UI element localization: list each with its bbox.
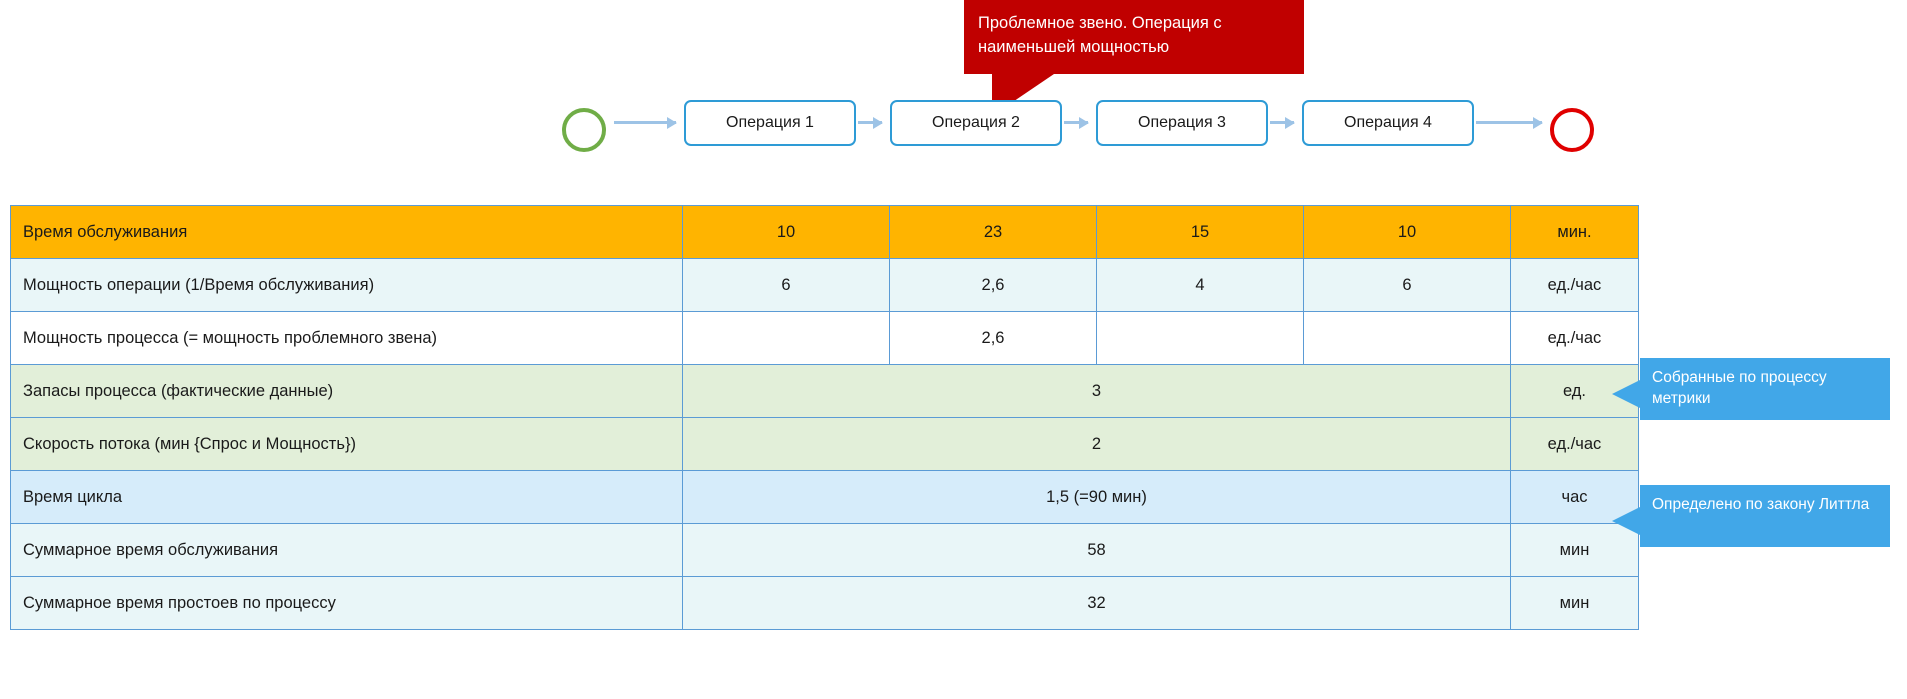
row-value <box>683 312 890 365</box>
row-value <box>1304 312 1511 365</box>
row-label: Суммарное время простоев по процессу <box>11 577 683 630</box>
operation-node-3-label: Операция 3 <box>1138 114 1226 131</box>
callout-tail <box>1612 380 1640 408</box>
row-label: Суммарное время обслуживания <box>11 524 683 577</box>
end-circle-icon <box>1550 108 1594 152</box>
operation-node-2[interactable] <box>890 100 1062 146</box>
row-value: 23 <box>890 206 1097 259</box>
row-unit: ед./час <box>1511 418 1639 471</box>
operation-node-4-label: Операция 4 <box>1344 114 1432 131</box>
metrics-callout-text: Собранные по процессу метрики <box>1652 369 1827 407</box>
flow-arrow-icon <box>614 121 676 124</box>
table-row <box>11 365 1639 418</box>
operation-node-1[interactable] <box>684 100 856 146</box>
row-label: Время цикла <box>11 471 683 524</box>
flow-arrow-icon <box>1476 121 1542 124</box>
row-label: Время обслуживания <box>11 206 683 259</box>
problem-callout-text: Проблемное звено. Операция с наименьшей мощностью <box>978 14 1222 56</box>
row-value <box>1097 312 1304 365</box>
row-merged-value: 32 <box>683 577 1511 630</box>
table-row <box>11 312 1639 365</box>
table-row <box>11 524 1639 577</box>
little-law-callout <box>1640 485 1890 547</box>
metrics-table <box>10 205 1639 630</box>
table-row <box>11 418 1639 471</box>
table-row <box>11 206 1639 259</box>
operation-node-4[interactable] <box>1302 100 1474 146</box>
row-unit: мин <box>1511 577 1639 630</box>
callout-tail <box>1612 507 1640 535</box>
row-value: 6 <box>683 259 890 312</box>
row-unit: мин. <box>1511 206 1639 259</box>
row-label: Скорость потока (мин {Спрос и Мощность}) <box>11 418 683 471</box>
row-value: 6 <box>1304 259 1511 312</box>
flow-arrow-icon <box>1270 121 1294 124</box>
row-merged-value: 58 <box>683 524 1511 577</box>
row-merged-value: 1,5 (=90 мин) <box>683 471 1511 524</box>
table-row <box>11 577 1639 630</box>
row-label: Запасы процесса (фактические данные) <box>11 365 683 418</box>
row-unit: ед. <box>1511 365 1639 418</box>
operation-node-2-label: Операция 2 <box>932 114 1020 131</box>
flow-arrow-icon <box>858 121 882 124</box>
table-row <box>11 471 1639 524</box>
process-flow-diagram <box>0 100 1907 160</box>
little-law-callout-text: Определено по закону Литтла <box>1652 496 1870 513</box>
row-value: 4 <box>1097 259 1304 312</box>
table-row <box>11 259 1639 312</box>
row-unit: ед./час <box>1511 259 1639 312</box>
row-label: Мощность операции (1/Время обслуживания) <box>11 259 683 312</box>
operation-node-3[interactable] <box>1096 100 1268 146</box>
metrics-callout <box>1640 358 1890 420</box>
row-value: 10 <box>683 206 890 259</box>
problem-callout <box>964 0 1304 74</box>
row-value: 2,6 <box>890 312 1097 365</box>
row-value: 15 <box>1097 206 1304 259</box>
operation-node-1-label: Операция 1 <box>726 114 814 131</box>
row-unit: ед./час <box>1511 312 1639 365</box>
row-label: Мощность процесса (= мощность проблемного звена) <box>11 312 683 365</box>
row-value: 10 <box>1304 206 1511 259</box>
row-unit: час <box>1511 471 1639 524</box>
start-circle-icon <box>562 108 606 152</box>
row-merged-value: 2 <box>683 418 1511 471</box>
flow-arrow-icon <box>1064 121 1088 124</box>
row-merged-value: 3 <box>683 365 1511 418</box>
row-unit: мин <box>1511 524 1639 577</box>
row-value: 2,6 <box>890 259 1097 312</box>
